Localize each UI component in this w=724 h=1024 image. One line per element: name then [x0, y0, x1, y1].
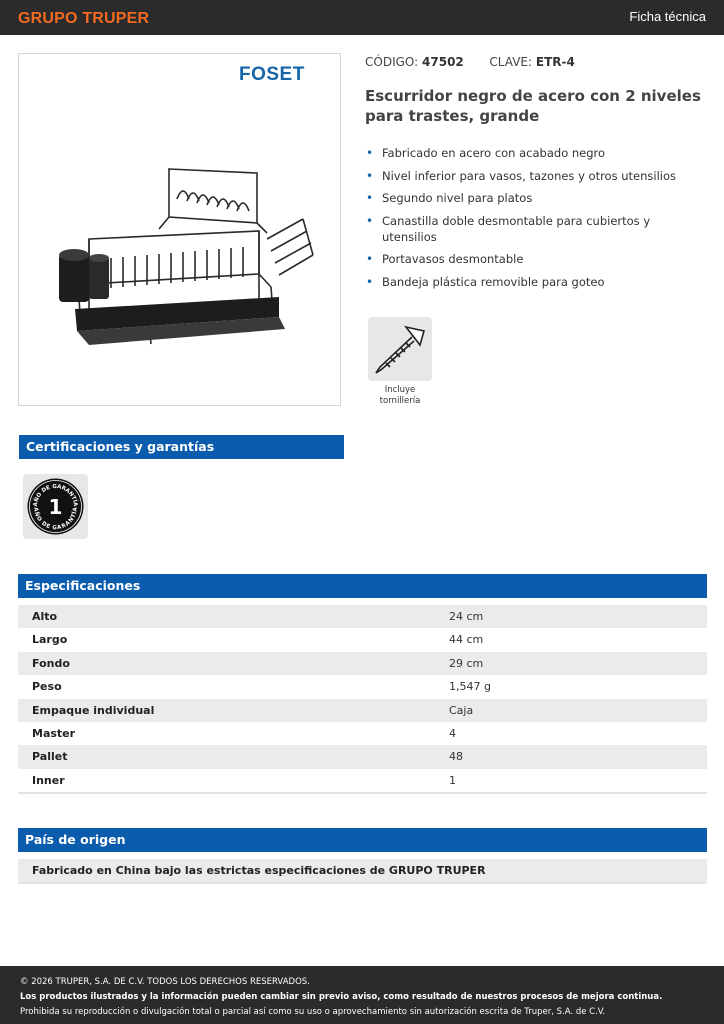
- spec-value: 29 cm: [449, 656, 484, 670]
- feature-item: • Nivel inferior para vasos, tazones y otros utensilios: [365, 168, 705, 184]
- hardware-icon-tile: [368, 317, 432, 381]
- badge-text-bottom: AÑO DE GARANTÍA: [32, 507, 79, 532]
- spec-label: Inner: [32, 773, 65, 787]
- spec-label: Alto: [32, 610, 58, 623]
- truper-logo: GRUPO TRUPER: [18, 10, 150, 27]
- feature-item: • Bandeja plástica removible para goteo: [365, 274, 705, 290]
- spec-label: Master: [32, 726, 76, 740]
- spec-table: [18, 605, 707, 794]
- origin-row: [18, 859, 707, 884]
- screw-icon: [368, 317, 432, 381]
- feature-item: • Fabricado en acero con acabado negro: [365, 145, 705, 161]
- codigo-label: CÓDIGO:: [365, 55, 419, 69]
- codigo-value: 47502: [422, 55, 464, 69]
- legal-text: Prohibida su reproducción o divulgación total o parcial así como su uso o aprovechamiento sin autorización escrita de Truper, S.A. de C.V.: [20, 1007, 606, 1017]
- badge-number: 1: [48, 495, 63, 519]
- warranty-badge-tile: [23, 474, 88, 539]
- spec-label: Pallet: [32, 750, 68, 764]
- product-image-frame: [18, 53, 341, 406]
- spec-value: 24 cm: [449, 610, 484, 623]
- spec-value: Caja: [449, 703, 474, 717]
- warranty-badge: [23, 474, 88, 539]
- spec-value: 44 cm: [449, 633, 484, 647]
- dish-rack-image: [49, 159, 329, 379]
- footer: [0, 966, 724, 1024]
- spec-value: 1: [449, 773, 456, 787]
- disclaimer-text: Los productos ilustrados y la información pueden cambiar sin previo aviso, como resultado de nuestros procesos de mejora continua.: [20, 992, 663, 1002]
- caption-line: tornillería: [379, 396, 421, 406]
- table-row: [18, 769, 707, 792]
- specifications-heading: Especificaciones: [18, 574, 707, 598]
- spec-label: Fondo: [32, 656, 70, 670]
- origin-text: Fabricado en China bajo las estrictas especificaciones de GRUPO TRUPER: [32, 864, 486, 877]
- spec-value: 4: [449, 726, 456, 740]
- copyright-text: © 2026 TRUPER, S.A. DE C.V. TODOS LOS DERECHOS RESERVADOS.: [20, 977, 310, 987]
- product-title: Escurridor negro de acero con 2 niveles para trastes, grande: [365, 87, 701, 125]
- table-row: [18, 675, 707, 698]
- hardware-caption: [360, 385, 440, 407]
- table-row: [18, 605, 707, 628]
- clave-value: ETR-4: [535, 55, 575, 69]
- document-type: Ficha técnica: [629, 9, 706, 24]
- clave-label: CLAVE:: [489, 55, 533, 69]
- badge-text-top: AÑO DE GARANTÍA: [32, 483, 79, 507]
- feature-item: • Segundo nivel para platos: [365, 190, 705, 206]
- spec-value: 48: [449, 750, 463, 764]
- spec-label: Empaque individual: [32, 703, 155, 717]
- origin-heading: País de origen: [18, 828, 707, 852]
- table-row: [18, 628, 707, 651]
- feature-item: • Canastilla doble desmontable para cubiertos y utensilios: [365, 213, 705, 245]
- table-row: [18, 745, 707, 768]
- spec-value: 1,547 g: [449, 680, 491, 694]
- spec-label: Largo: [32, 633, 68, 647]
- caption-line: Incluye: [384, 385, 416, 395]
- table-row: [18, 652, 707, 675]
- top-bar: [0, 0, 724, 35]
- table-row: [18, 699, 707, 722]
- spec-label: Peso: [32, 680, 62, 694]
- feature-item: • Portavasos desmontable: [365, 251, 705, 267]
- brand-logo: FOSET: [239, 64, 305, 85]
- product-codes: [365, 55, 575, 69]
- table-row: [18, 722, 707, 745]
- certifications-heading: Certificaciones y garantías: [19, 435, 344, 459]
- feature-list: [365, 145, 705, 296]
